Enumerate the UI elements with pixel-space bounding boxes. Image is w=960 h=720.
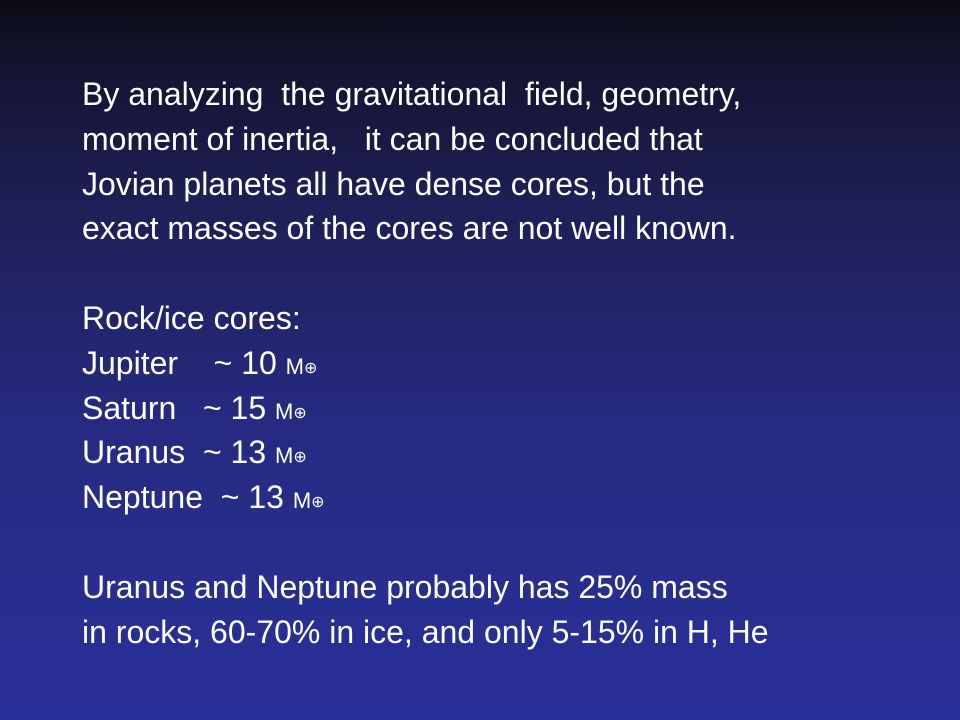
earth-symbol-icon: ⊕ — [293, 404, 307, 422]
conclusion-line-1: Uranus and Neptune probably has 25% mass — [82, 568, 728, 605]
intro-line-1: By analyzing the gravitational field, geometry, — [82, 76, 742, 112]
core-label: Saturn ~ 15 — [82, 389, 276, 426]
core-item-uranus — [82, 430, 942, 475]
intro-line-3: Jovian planets all have dense cores, but the — [82, 165, 705, 202]
intro-line-4: exact masses of the cores are not well known. — [82, 210, 737, 247]
earth-mass-unit: M — [292, 488, 312, 514]
slide-body — [82, 72, 942, 654]
core-item-jupiter — [82, 341, 942, 386]
earth-mass-unit: M — [285, 353, 304, 379]
earth-symbol-icon: ⊕ — [311, 494, 325, 512]
spacer — [82, 520, 942, 565]
core-item-saturn — [82, 386, 942, 431]
core-label: Jupiter ~ 10 — [82, 344, 286, 381]
earth-symbol-icon: ⊕ — [293, 449, 307, 467]
core-label: Neptune ~ 13 — [82, 479, 293, 516]
core-item-neptune — [82, 475, 942, 520]
core-label: Uranus ~ 13 — [82, 434, 275, 471]
spacer — [82, 251, 942, 296]
earth-mass-unit: M — [275, 398, 294, 424]
earth-mass-unit: M — [275, 443, 294, 469]
earth-symbol-icon: ⊕ — [304, 359, 318, 377]
intro-line-2: moment of inertia, it can be concluded that — [82, 120, 703, 157]
cores-heading: Rock/ice cores: — [82, 299, 301, 336]
conclusion-line-2: in rocks, 60-70% in ice, and only 5-15% in H, He — [82, 613, 769, 650]
